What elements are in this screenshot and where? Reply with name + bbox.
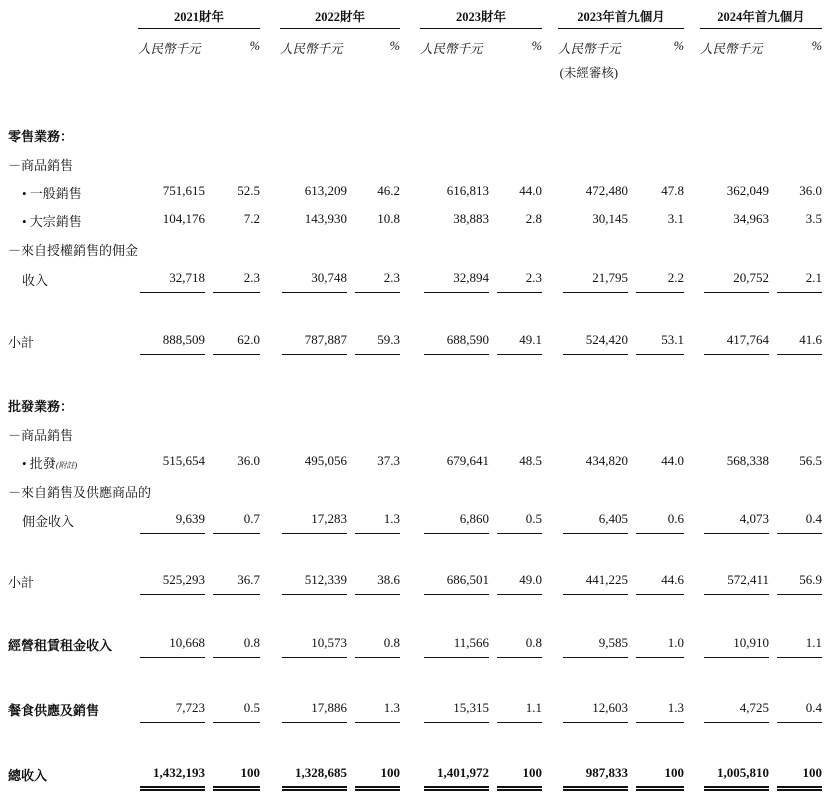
amount-cell: 362,049 xyxy=(726,183,769,198)
percent-cell: 2.1 xyxy=(805,270,822,285)
cell-underline xyxy=(213,533,260,534)
percent-cell: 2.3 xyxy=(525,270,542,285)
cell-underline xyxy=(563,657,628,658)
cell-underline xyxy=(355,594,400,595)
column-year-header: 2024年首九個月 xyxy=(717,10,805,24)
total-double-underline xyxy=(497,786,542,791)
amount-cell: 787,887 xyxy=(304,332,347,347)
cell-underline xyxy=(355,354,400,355)
percent-cell: 56.5 xyxy=(799,453,822,468)
cell-underline xyxy=(213,354,260,355)
cell-underline xyxy=(213,657,260,658)
percent-cell: 41.6 xyxy=(799,332,822,347)
amount-unit-label: 人民幣千元 xyxy=(138,42,201,56)
row-label: • 大宗銷售 xyxy=(22,214,82,229)
amount-cell: 7,723 xyxy=(175,700,205,715)
cell-underline xyxy=(282,722,347,723)
amount-cell: 12,603 xyxy=(592,700,628,715)
cell-underline xyxy=(704,722,769,723)
amount-cell: 17,283 xyxy=(311,511,347,526)
cell-underline xyxy=(282,594,347,595)
percent-cell: 36.7 xyxy=(237,572,260,587)
amount-cell: 4,073 xyxy=(739,511,769,526)
percent-cell: 3.5 xyxy=(805,211,822,226)
cell-underline xyxy=(497,354,542,355)
amount-cell: 4,725 xyxy=(739,700,769,715)
percent-cell: 0.7 xyxy=(243,511,260,526)
cell-underline xyxy=(704,354,769,355)
row-label: 餐食供應及銷售 xyxy=(8,703,100,718)
row-label: 批發業務： xyxy=(8,399,74,414)
header-underline xyxy=(280,28,400,29)
total-double-underline xyxy=(282,786,347,791)
cell-underline xyxy=(424,722,489,723)
row-label: 經營租賃租金收入 xyxy=(8,638,113,653)
cell-underline xyxy=(355,533,400,534)
percent-cell: 0.5 xyxy=(243,700,260,715)
cell-underline xyxy=(563,594,628,595)
header-underline xyxy=(700,28,822,29)
percent-cell: 2.2 xyxy=(667,270,684,285)
amount-cell: 888,509 xyxy=(162,332,205,347)
total-double-underline xyxy=(140,786,205,791)
amount-cell: 686,501 xyxy=(446,572,489,587)
amount-cell: 1,005,810 xyxy=(717,765,769,780)
amount-cell: 524,420 xyxy=(585,332,628,347)
cell-underline xyxy=(563,292,628,293)
cell-underline xyxy=(636,722,684,723)
cell-underline xyxy=(777,594,822,595)
amount-cell: 34,963 xyxy=(733,211,769,226)
percent-cell: 1.3 xyxy=(383,511,400,526)
percent-cell: 53.1 xyxy=(661,332,684,347)
percent-cell: 38.6 xyxy=(377,572,400,587)
cell-underline xyxy=(497,722,542,723)
amount-cell: 104,176 xyxy=(162,211,205,226)
total-double-underline xyxy=(777,786,822,791)
header-underline xyxy=(420,28,542,29)
percent-cell: 1.0 xyxy=(667,635,684,650)
header-underline xyxy=(558,28,684,29)
amount-cell: 688,590 xyxy=(446,332,489,347)
amount-cell: 572,411 xyxy=(727,572,769,587)
unaudited-note: (未經審核) xyxy=(559,66,618,80)
cell-underline xyxy=(424,594,489,595)
amount-cell: 30,748 xyxy=(311,270,347,285)
cell-underline xyxy=(563,722,628,723)
percent-cell: 10.8 xyxy=(377,211,400,226)
cell-underline xyxy=(282,292,347,293)
amount-unit-label: 人民幣千元 xyxy=(558,42,621,56)
cell-underline xyxy=(424,292,489,293)
amount-cell: 616,813 xyxy=(446,183,489,198)
amount-cell: 17,886 xyxy=(311,700,347,715)
percent-cell: 47.8 xyxy=(661,183,684,198)
row-label: 總收入 xyxy=(8,768,48,783)
percent-cell: 0.4 xyxy=(805,700,822,715)
cell-underline xyxy=(497,594,542,595)
amount-unit-label: 人民幣千元 xyxy=(280,42,343,56)
amount-cell: 6,405 xyxy=(598,511,628,526)
cell-underline xyxy=(636,657,684,658)
row-label: • 批發(附註) xyxy=(22,456,78,471)
percent-cell: 1.1 xyxy=(525,700,542,715)
cell-underline xyxy=(140,354,205,355)
amount-cell: 1,401,972 xyxy=(437,765,489,780)
cell-underline xyxy=(563,533,628,534)
row-label: －來自銷售及供應商品的 xyxy=(8,485,152,500)
amount-cell: 441,225 xyxy=(585,572,628,587)
amount-cell: 1,432,193 xyxy=(153,765,205,780)
amount-cell: 21,795 xyxy=(592,270,628,285)
column-year-header: 2023年首九個月 xyxy=(577,10,665,24)
cell-underline xyxy=(777,354,822,355)
percent-cell: 7.2 xyxy=(243,211,260,226)
percent-cell: 52.5 xyxy=(237,183,260,198)
amount-cell: 38,883 xyxy=(453,211,489,226)
percent-cell: 36.0 xyxy=(237,453,260,468)
cell-underline xyxy=(355,657,400,658)
percent-cell: 44.6 xyxy=(661,572,684,587)
cell-underline xyxy=(636,533,684,534)
percent-unit-label: % xyxy=(531,39,542,53)
row-note: (附註) xyxy=(55,461,78,470)
percent-cell: 62.0 xyxy=(237,332,260,347)
cell-underline xyxy=(140,657,205,658)
header-underline xyxy=(138,28,260,29)
percent-cell: 1.3 xyxy=(383,700,400,715)
percent-cell: 59.3 xyxy=(377,332,400,347)
amount-cell: 751,615 xyxy=(162,183,205,198)
percent-cell: 49.1 xyxy=(519,332,542,347)
amount-cell: 987,833 xyxy=(585,765,628,780)
percent-cell: 2.3 xyxy=(383,270,400,285)
cell-underline xyxy=(140,722,205,723)
row-label: －商品銷售 xyxy=(8,428,74,443)
percent-cell: 0.8 xyxy=(383,635,400,650)
amount-cell: 417,764 xyxy=(726,332,769,347)
amount-unit-label: 人民幣千元 xyxy=(700,42,763,56)
percent-cell: 100 xyxy=(380,765,400,780)
percent-cell: 48.5 xyxy=(519,453,542,468)
row-label: －商品銷售 xyxy=(8,158,74,173)
amount-cell: 143,930 xyxy=(304,211,347,226)
percent-cell: 100 xyxy=(802,765,822,780)
amount-cell: 613,209 xyxy=(304,183,347,198)
row-label: 佣金收入 xyxy=(22,514,75,529)
row-label: 收入 xyxy=(22,273,49,288)
amount-cell: 10,910 xyxy=(733,635,769,650)
amount-cell: 9,585 xyxy=(598,635,628,650)
percent-cell: 2.8 xyxy=(525,211,542,226)
cell-underline xyxy=(424,657,489,658)
percent-cell: 0.6 xyxy=(667,511,684,526)
percent-cell: 2.3 xyxy=(243,270,260,285)
percent-cell: 44.0 xyxy=(661,453,684,468)
cell-underline xyxy=(777,533,822,534)
cell-underline xyxy=(355,722,400,723)
amount-cell: 10,573 xyxy=(311,635,347,650)
amount-cell: 434,820 xyxy=(585,453,628,468)
cell-underline xyxy=(213,292,260,293)
percent-cell: 44.0 xyxy=(519,183,542,198)
cell-underline xyxy=(282,657,347,658)
cell-underline xyxy=(777,292,822,293)
column-year-header: 2023財年 xyxy=(455,10,506,24)
cell-underline xyxy=(704,657,769,658)
percent-cell: 0.8 xyxy=(243,635,260,650)
percent-cell: 0.4 xyxy=(805,511,822,526)
cell-underline xyxy=(497,533,542,534)
total-double-underline xyxy=(424,786,489,791)
percent-cell: 56.9 xyxy=(799,572,822,587)
percent-unit-label: % xyxy=(249,39,260,53)
amount-cell: 472,480 xyxy=(585,183,628,198)
amount-cell: 495,056 xyxy=(304,453,347,468)
row-label: －來自授權銷售的佣金 xyxy=(8,243,139,258)
cell-underline xyxy=(777,657,822,658)
amount-cell: 10,668 xyxy=(169,635,205,650)
total-double-underline xyxy=(563,786,628,791)
percent-cell: 1.1 xyxy=(805,635,822,650)
row-label: 小計 xyxy=(8,575,35,590)
total-double-underline xyxy=(636,786,684,791)
cell-underline xyxy=(497,657,542,658)
amount-cell: 515,654 xyxy=(162,453,205,468)
amount-cell: 9,639 xyxy=(175,511,205,526)
amount-cell: 512,339 xyxy=(304,572,347,587)
percent-cell: 0.8 xyxy=(525,635,542,650)
percent-cell: 100 xyxy=(522,765,542,780)
amount-cell: 30,145 xyxy=(592,211,628,226)
amount-cell: 32,718 xyxy=(169,270,205,285)
cell-underline xyxy=(636,354,684,355)
percent-cell: 0.5 xyxy=(525,511,542,526)
percent-cell: 3.1 xyxy=(667,211,684,226)
amount-cell: 525,293 xyxy=(162,572,205,587)
cell-underline xyxy=(497,292,542,293)
percent-unit-label: % xyxy=(389,39,400,53)
row-label: 小計 xyxy=(8,335,35,350)
row-label: • 一般銷售 xyxy=(22,186,82,201)
percent-cell: 49.0 xyxy=(519,572,542,587)
amount-unit-label: 人民幣千元 xyxy=(420,42,483,56)
cell-underline xyxy=(636,292,684,293)
cell-underline xyxy=(424,533,489,534)
cell-underline xyxy=(636,594,684,595)
total-double-underline xyxy=(355,786,400,791)
percent-cell: 100 xyxy=(664,765,684,780)
column-year-header: 2022財年 xyxy=(314,10,365,24)
amount-cell: 15,315 xyxy=(453,700,489,715)
percent-cell: 37.3 xyxy=(377,453,400,468)
total-double-underline xyxy=(704,786,769,791)
amount-cell: 20,752 xyxy=(733,270,769,285)
cell-underline xyxy=(777,722,822,723)
cell-underline xyxy=(213,722,260,723)
amount-cell: 11,566 xyxy=(453,635,489,650)
cell-underline xyxy=(704,594,769,595)
cell-underline xyxy=(140,594,205,595)
percent-cell: 46.2 xyxy=(377,183,400,198)
amount-cell: 1,328,685 xyxy=(295,765,347,780)
cell-underline xyxy=(704,292,769,293)
cell-underline xyxy=(563,354,628,355)
amount-cell: 32,894 xyxy=(453,270,489,285)
cell-underline xyxy=(355,292,400,293)
cell-underline xyxy=(704,533,769,534)
percent-unit-label: % xyxy=(811,39,822,53)
total-double-underline xyxy=(213,786,260,791)
amount-cell: 679,641 xyxy=(446,453,489,468)
row-label: 零售業務： xyxy=(8,129,74,144)
percent-cell: 1.3 xyxy=(667,700,684,715)
cell-underline xyxy=(282,354,347,355)
cell-underline xyxy=(140,292,205,293)
cell-underline xyxy=(213,594,260,595)
amount-cell: 568,338 xyxy=(726,453,769,468)
cell-underline xyxy=(282,533,347,534)
cell-underline xyxy=(140,533,205,534)
cell-underline xyxy=(424,354,489,355)
percent-cell: 36.0 xyxy=(799,183,822,198)
percent-unit-label: % xyxy=(673,39,684,53)
percent-cell: 100 xyxy=(240,765,260,780)
amount-cell: 6,860 xyxy=(459,511,489,526)
column-year-header: 2021財年 xyxy=(173,10,224,24)
